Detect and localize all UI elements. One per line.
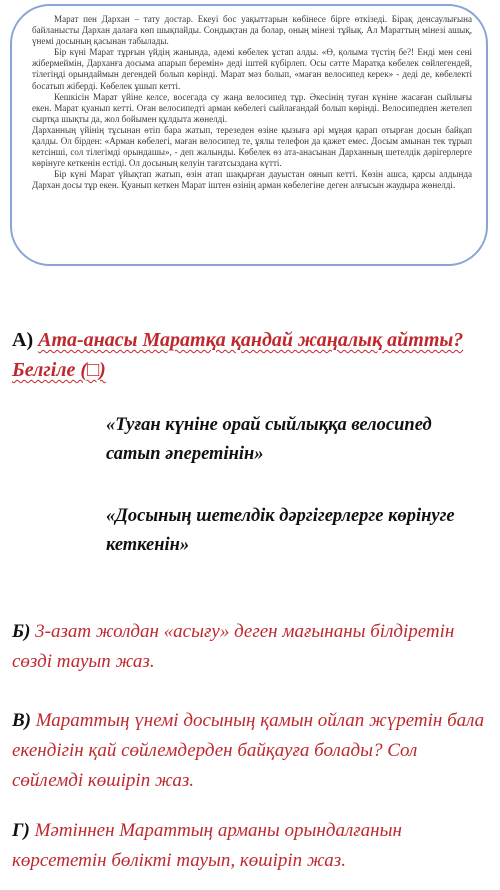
passage-paragraph-4: Дарханның үйінің тұсынан өтіп бара жатып, терезеден өзіне қызыға әрі мұңая қарап отырған досын байқап қалды. Ол бірден: «Арман көбелегі, маған велосипед те, ұялы телефон да қажет емес. Досым амынан тек тұрып кетсінші, сол тілегімді орындашы», - деп жалынды. Көбелек өз ата-анасынан Дарханның шетелдік дәрігерлерге көрінуге кеткенін естіді. Ол досының келуін тағатсыздана күтті. <box>32 124 472 169</box>
answer-option-1-text: «Туған күніне орай сыйлыққа велосипед сатып әперетінін» <box>106 415 432 464</box>
question-a-letter: А) <box>12 329 34 351</box>
question-a-text: Ата-анасы Маратқа қандай жаңалық айтты? Белгіле (□) <box>12 329 464 381</box>
answer-option-2-text: «Досының шетелдік дәргігерлерге көрінуге кеткенін» <box>106 506 455 555</box>
question-v <box>12 706 490 796</box>
question-b-letter: Б) <box>12 621 31 642</box>
reading-passage <box>32 14 472 192</box>
question-g-text: Мәтіннен Мараттың арманы орындалғанын көрсететін бөлікті тауып, көшіріп жаз. <box>12 820 402 871</box>
reading-passage-frame <box>10 4 488 266</box>
question-a <box>12 325 490 385</box>
question-g <box>12 816 490 876</box>
question-b <box>12 617 490 677</box>
question-b-text: 3-азат жолдан «асығу» деген мағынаны білдіретін сөзді тауып жаз. <box>12 621 455 672</box>
answer-option-1[interactable] <box>12 411 482 469</box>
passage-paragraph-1: Марат пен Дархан – тату достар. Екеуі бос уақыттарын көбінесе бірге өткізеді. Бірақ денсаулығына байланысты Дархан далаға көп шықпайды. Сондықтан да болар, оның мінезі тұйық. Ал Мараттың мінезі ашық, үнемі досының қасынан табылады. <box>32 14 472 47</box>
passage-paragraph-2: Бір күні Марат тұрғын үйдің жанында, әдемі көбелек ұстап алды. «Ө, қолыма түстің бе?! Енді мен сені жібермеймін, Дарханға досыма апарып беремін» деді іштей күбірлеп. Осы сәтте Маратқа көбелек сөйлегендей, тілегіңді орындаймын дегендей болып көрінді. Марат мәз болып, «маған велосипед керек» - деді де, көбелекті босатып жіберді. Көбелек ұшып кетті. <box>32 47 472 91</box>
question-g-letter: Г) <box>12 820 30 841</box>
answer-option-2[interactable] <box>12 502 482 560</box>
passage-paragraph-5: Бір күні Марат үйықтап жатып, өзін атап шақырған дауыстан оянып кетті. Көзін ашса, қарсы алдында Дархан досы тұр екен. Қуанып кеткен Марат іштен өзінің арман көбелегіне деген алғысын жаудыра жөнелді. <box>32 169 472 191</box>
passage-paragraph-3: Кешкісін Марат үйіне келсе, восегада су жаңа велосипед тұр. Әкесінің туған күніне жасаған сыйлығы екен. Марат қуанып кетті. Оған велосипедті арман көбелегі сыйлағандай болып көрінді. Велосипедпен жетелеп сыртқа шықты да, жол бойымен құлдыта жөнелді. <box>32 91 472 124</box>
question-v-text: Мараттың үнемі досының қамын ойлап жүретін бала екендігін қай сөйлемдерден байқауға болады? Сол сөйлемді көшіріп жаз. <box>12 710 485 791</box>
question-v-letter: В) <box>12 710 31 731</box>
